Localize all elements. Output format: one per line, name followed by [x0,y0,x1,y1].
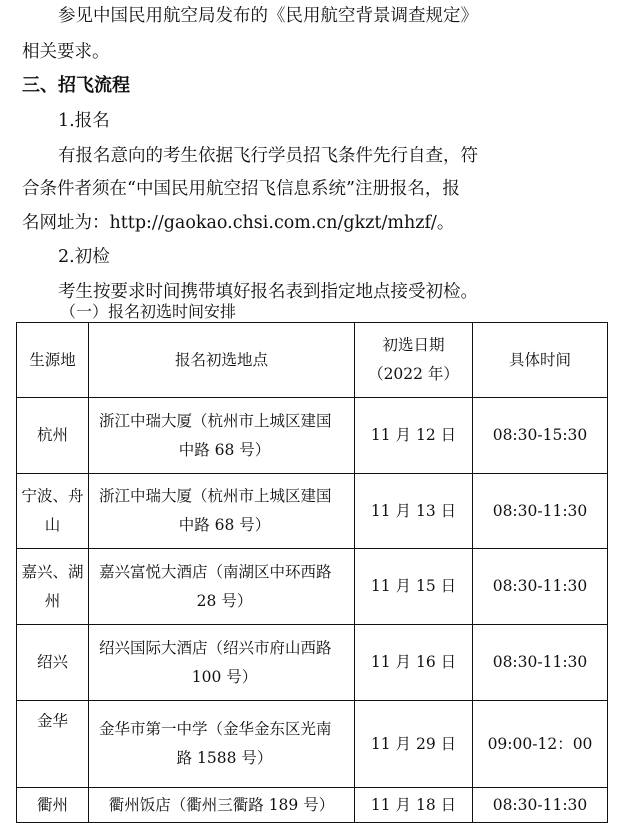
header-location: 报名初选地点 [89,323,355,398]
cell-origin: 杭州 [17,398,89,474]
section-heading: 三、招飞流程 [22,75,130,96]
paragraph-line: 相关要求。 [22,42,110,62]
cell-location: 绍兴国际大酒店（绍兴市府山西路 100 号） [89,625,355,701]
cell-date: 11 月 15 日 [355,549,473,625]
cell-origin: 绍兴 [17,625,89,701]
cell-time: 08:30-11:30 [473,474,608,549]
paragraph-line: 名网址为：http://gaokao.chsi.com.cn/gkzt/mhzf/。 [22,213,455,233]
paragraph-line: 考生按要求时间携带填好报名表到指定地点接受初检。 [58,282,478,302]
header-date-line1: 初选日期 [382,336,445,354]
table-row [17,788,608,823]
cell-location: 金华市第一中学（金华金东区光南 路 1588 号） [89,701,355,788]
cell-time: 09:00-12：00 [473,701,608,788]
cell-time: 08:30-15:30 [473,398,608,474]
paragraph-line: 合条件者须在“中国民用航空招飞信息系统”注册报名，报 [22,179,460,199]
table-row [17,549,608,625]
cell-location: 嘉兴富悦大酒店（南湖区中环西路 28 号） [89,549,355,625]
cell-origin: 宁波、舟 山 [17,474,89,549]
cell-location: 衢州饭店（衢州三衢路 189 号） [89,788,355,823]
schedule-table [16,322,608,823]
table-row [17,474,608,549]
table-row [17,398,608,474]
cell-date: 11 月 12 日 [355,398,473,474]
cell-location: 浙江中瑞大厦（杭州市上城区建国 中路 68 号） [89,398,355,474]
cell-origin: 衢州 [17,788,89,823]
header-date [355,323,473,398]
cell-location: 浙江中瑞大厦（杭州市上城区建国 中路 68 号） [89,474,355,549]
header-date-line2: （2022 年） [368,365,459,383]
header-time: 具体时间 [473,323,608,398]
table-row [17,625,608,701]
cell-date: 11 月 18 日 [355,788,473,823]
cell-time: 08:30-11:30 [473,625,608,701]
cell-date: 11 月 16 日 [355,625,473,701]
cell-date: 11 月 13 日 [355,474,473,549]
cell-origin: 嘉兴、湖 州 [17,549,89,625]
table-row [17,701,608,788]
cell-origin: 金华 [17,701,89,788]
step-heading: 2.初检 [58,247,110,267]
step-heading: 1.报名 [58,111,110,131]
table-caption: （一）报名初选时间安排 [60,302,237,321]
paragraph-line: 有报名意向的考生依据飞行学员招飞条件先行自查，符 [58,146,478,166]
paragraph-line: 参见中国民用航空局发布的《民用航空背景调查规定》 [58,6,478,26]
cell-time: 08:30-11:30 [473,788,608,823]
cell-date: 11 月 29 日 [355,701,473,788]
cell-time: 08:30-11:30 [473,549,608,625]
header-origin: 生源地 [17,323,89,398]
